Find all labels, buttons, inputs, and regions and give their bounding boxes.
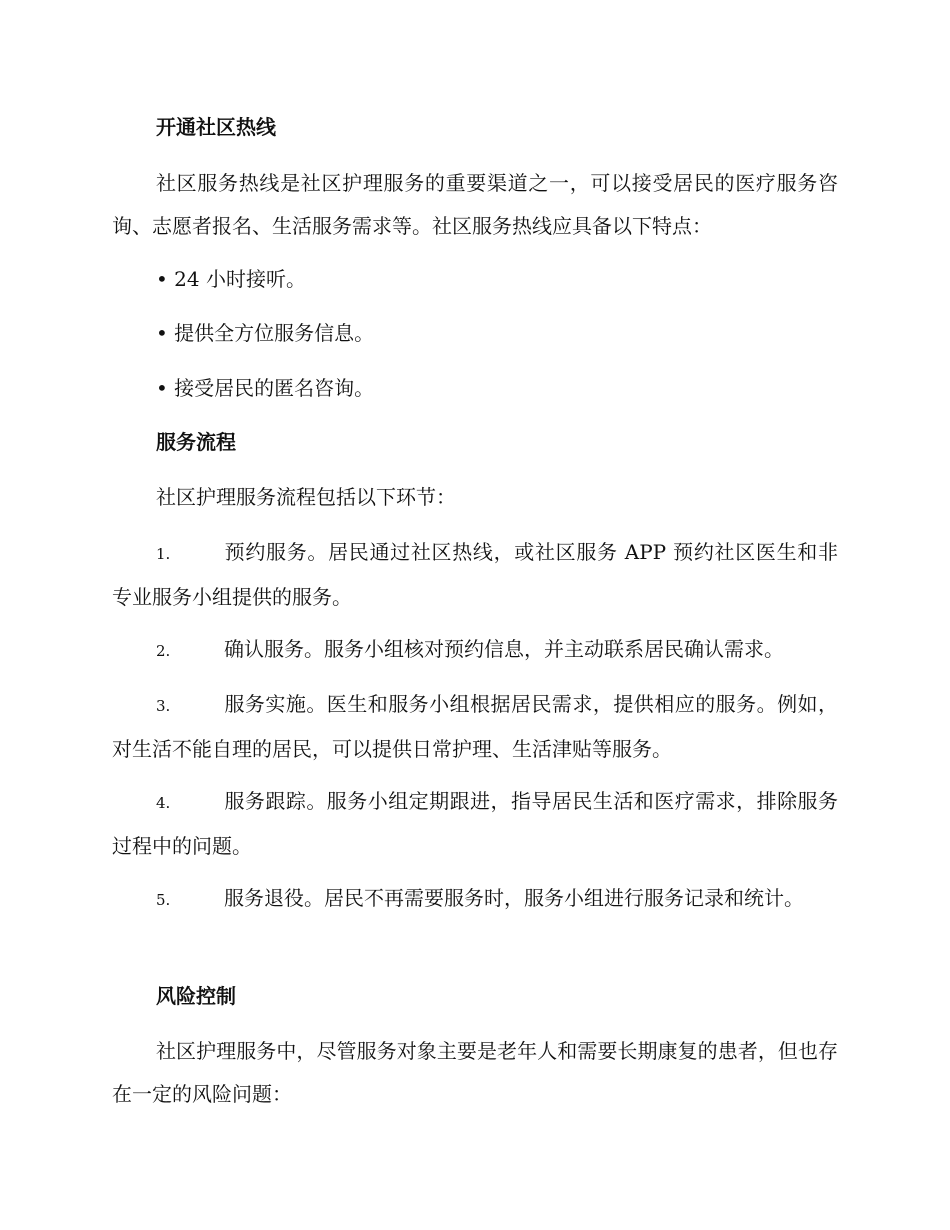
step-text: 服务跟踪。服务小组定期跟进，指导居民生活和医疗需求，排除服务过程中的问题。 (112, 789, 838, 858)
step-text: 预约服务。居民通过社区热线，或社区服务 APP 预约社区医生和非专业服务小组提供的服务。 (112, 540, 838, 609)
step-number: 3. (156, 697, 171, 715)
risk-paragraph: 社区护理服务中，尽管服务对象主要是老年人和需要长期康复的患者，但也存在一定的风险问题： (112, 1039, 838, 1106)
section-heading-process: 服务流程 (156, 430, 236, 454)
step-item (112, 628, 838, 673)
step-number: 2. (156, 642, 171, 660)
step-number: 1. (156, 545, 171, 563)
step-text: 服务退役。居民不再需要服务时，服务小组进行服务记录和统计。 (224, 886, 804, 910)
bullet-item: • 提供全方位服务信息。 (156, 321, 375, 345)
hotline-paragraph: 社区服务热线是社区护理服务的重要渠道之一，可以接受居民的医疗服务咨询、志愿者报名、生活服务需求等。社区服务热线应具备以下特点： (112, 171, 838, 238)
step-item (112, 683, 838, 771)
step-text: 确认服务。服务小组核对预约信息，并主动联系居民确认需求。 (224, 637, 784, 661)
step-item (112, 531, 838, 619)
step-item (112, 780, 838, 868)
bullet-item: • 24 小时接听。 (156, 267, 306, 291)
section-heading-hotline: 开通社区热线 (156, 115, 276, 139)
section-heading-risk: 风险控制 (156, 984, 236, 1008)
process-intro: 社区护理服务流程包括以下环节： (156, 485, 456, 509)
bullet-item: • 接受居民的匿名咨询。 (156, 376, 375, 400)
step-number: 4. (156, 794, 171, 812)
step-number: 5. (156, 891, 171, 909)
step-item (112, 877, 838, 922)
step-text: 服务实施。医生和服务小组根据居民需求，提供相应的服务。例如，对生活不能自理的居民，可以提供日常护理、生活津贴等服务。 (112, 692, 838, 761)
